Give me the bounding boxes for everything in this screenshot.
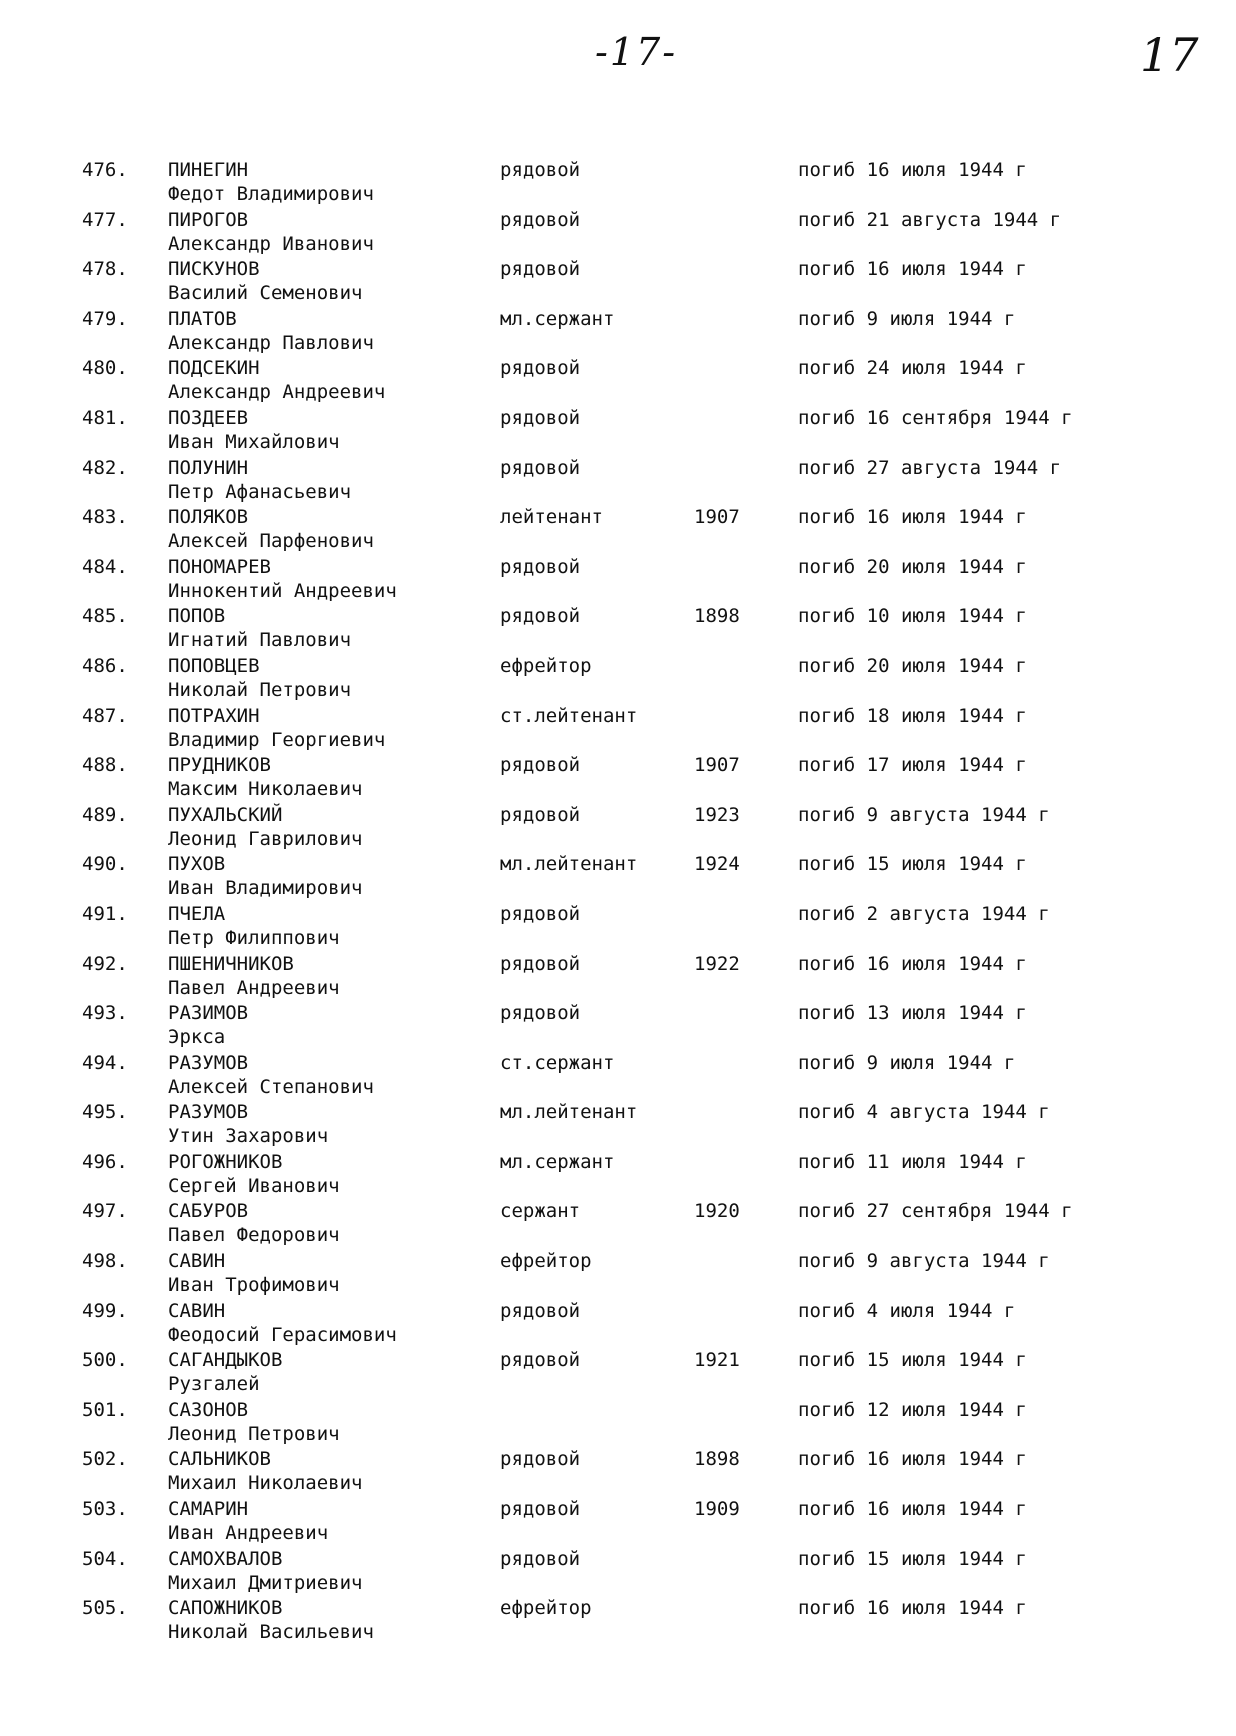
entry-rank: ефрейтор (500, 1250, 592, 1273)
entry-fate: погиб 10 июля 1944 г (798, 605, 1027, 628)
entry-number: 485. (82, 605, 128, 628)
entry-rank: рядовой (500, 902, 581, 925)
entry-surname: РАЗУМОВ (168, 1051, 249, 1074)
entry-fate: погиб 16 июля 1944 г (798, 952, 1027, 975)
entry-birth-year: 1922 (694, 952, 740, 975)
entry-rank: рядовой (500, 159, 581, 181)
entry-number: 500. (82, 1349, 128, 1372)
entry-surname: ПОПОВ (168, 605, 226, 628)
list-item (0, 1150, 1236, 1200)
entry-given-names: Рузгалей (168, 1373, 260, 1396)
entry-number: 488. (82, 754, 128, 777)
list-item (0, 456, 1236, 506)
entry-surname: ПОЗДЕЕВ (168, 406, 249, 429)
entry-rank: рядовой (500, 1349, 581, 1372)
entry-rank: рядовой (500, 357, 581, 380)
entry-number: 496. (82, 1150, 128, 1173)
entry-given-names: Павел Федорович (168, 1224, 340, 1247)
entry-number: 482. (82, 456, 128, 479)
entry-number: 504. (82, 1547, 128, 1570)
entry-rank: ст.лейтенант (500, 704, 638, 727)
entry-number: 499. (82, 1299, 128, 1322)
entry-birth-year: 1907 (694, 506, 740, 529)
entry-number: 493. (82, 1002, 128, 1025)
entry-fate: погиб 27 августа 1944 г (798, 456, 1062, 479)
entry-given-names: Игнатий Павлович (168, 629, 352, 652)
entry-given-names: Александр Андреевич (168, 381, 386, 404)
entry-number: 481. (82, 406, 128, 429)
entry-fate: погиб 9 августа 1944 г (798, 1250, 1050, 1273)
list-item (0, 1001, 1236, 1051)
entry-number: 491. (82, 902, 128, 925)
entry-fate: погиб 20 июля 1944 г (798, 555, 1027, 578)
entry-given-names: Петр Филиппович (168, 926, 340, 949)
entry-rank: рядовой (500, 555, 581, 578)
entry-surname: ПОПОВЦЕВ (168, 654, 260, 677)
entry-fate: погиб 15 июля 1944 г (798, 1547, 1027, 1570)
entry-fate: погиб 9 августа 1944 г (798, 803, 1050, 826)
list-item (0, 1497, 1236, 1547)
entry-surname: ПОНОМАРЕВ (168, 555, 271, 578)
entry-fate: погиб 4 июля 1944 г (798, 1299, 1016, 1322)
entry-surname: ПУХОВ (168, 853, 226, 876)
list-item (0, 158, 1236, 208)
entry-fate: погиб 21 августа 1944 г (798, 208, 1062, 231)
entry-birth-year: 1898 (694, 605, 740, 628)
entry-number: 501. (82, 1398, 128, 1421)
entry-surname: САМАРИН (168, 1498, 249, 1521)
entry-number: 497. (82, 1200, 128, 1223)
entry-given-names: Михаил Дмитриевич (168, 1571, 363, 1594)
list-item (0, 505, 1236, 555)
list-item (0, 208, 1236, 258)
entry-surname: РОГОЖНИКОВ (168, 1150, 283, 1173)
entry-given-names: Михаил Николаевич (168, 1472, 363, 1495)
entry-given-names: Николай Петрович (168, 678, 352, 701)
entry-number: 477. (82, 208, 128, 231)
entry-fate: погиб 17 июля 1944 г (798, 754, 1027, 777)
entry-surname: ПОЛЯКОВ (168, 506, 249, 529)
entry-number: 487. (82, 704, 128, 727)
entry-number: 494. (82, 1051, 128, 1074)
list-item (0, 952, 1236, 1002)
entry-rank: рядовой (500, 803, 581, 826)
entry-given-names: Эркса (168, 1026, 226, 1049)
entry-birth-year: 1907 (694, 754, 740, 777)
list-item (0, 1596, 1236, 1646)
entry-rank: рядовой (500, 754, 581, 777)
entry-surname: САЛЬНИКОВ (168, 1448, 271, 1471)
entry-number: 484. (82, 555, 128, 578)
entry-fate: погиб 11 июля 1944 г (798, 1150, 1027, 1173)
list-item (0, 406, 1236, 456)
list-item (0, 803, 1236, 853)
entry-rank: рядовой (500, 1498, 581, 1521)
entry-rank: ефрейтор (500, 1597, 592, 1620)
entry-given-names: Сергей Иванович (168, 1174, 340, 1197)
entry-surname: ПИРОГОВ (168, 208, 249, 231)
entry-number: 495. (82, 1101, 128, 1124)
entry-given-names: Леонид Гаврилович (168, 827, 363, 850)
entry-fate: погиб 9 июля 1944 г (798, 1051, 1016, 1074)
list-item (0, 356, 1236, 406)
entry-given-names: Леонид Петрович (168, 1422, 340, 1445)
entry-given-names: Федот Владимирович (168, 183, 374, 205)
entry-fate: погиб 27 сентября 1944 г (798, 1200, 1073, 1223)
entry-given-names: Иван Михайлович (168, 430, 340, 453)
entry-fate: погиб 16 июля 1944 г (798, 1597, 1027, 1620)
entry-birth-year: 1921 (694, 1349, 740, 1372)
entry-rank: рядовой (500, 1002, 581, 1025)
list-item (0, 1100, 1236, 1150)
entry-surname: САГАНДЫКОВ (168, 1349, 283, 1372)
entry-fate: погиб 13 июля 1944 г (798, 1002, 1027, 1025)
entry-given-names: Утин Захарович (168, 1125, 329, 1148)
entry-surname: ПЛАТОВ (168, 307, 237, 330)
entry-given-names: Николай Васильевич (168, 1621, 374, 1644)
entry-given-names: Иван Андреевич (168, 1522, 329, 1545)
entry-number: 486. (82, 654, 128, 677)
entry-surname: ПРУДНИКОВ (168, 754, 271, 777)
entry-rank: рядовой (500, 1547, 581, 1570)
list-item (0, 1299, 1236, 1349)
list-item (0, 1199, 1236, 1249)
entry-rank: ст.сержант (500, 1051, 615, 1074)
list-item (0, 753, 1236, 803)
sheet-number: 17 (1140, 28, 1199, 82)
entry-rank: рядовой (500, 952, 581, 975)
entry-given-names: Александр Павлович (168, 331, 374, 354)
entry-surname: САПОЖНИКОВ (168, 1597, 283, 1620)
entry-rank: рядовой (500, 605, 581, 628)
entry-given-names: Иннокентий Андреевич (168, 579, 397, 602)
entry-surname: ПШЕНИЧНИКОВ (168, 952, 294, 975)
entry-fate: погиб 16 июля 1944 г (798, 506, 1027, 529)
entry-given-names: Иван Владимирович (168, 877, 363, 900)
entry-birth-year: 1923 (694, 803, 740, 826)
entry-rank: лейтенант (500, 506, 603, 529)
entry-fate: погиб 16 июля 1944 г (798, 1448, 1027, 1471)
entry-number: 479. (82, 307, 128, 330)
entry-given-names: Павел Андреевич (168, 976, 340, 999)
entry-number: 478. (82, 258, 128, 281)
list-item (0, 654, 1236, 704)
entry-rank: рядовой (500, 258, 581, 281)
entry-rank: рядовой (500, 406, 581, 429)
entry-birth-year: 1920 (694, 1200, 740, 1223)
entry-rank: рядовой (500, 1448, 581, 1471)
roster-list (0, 158, 1236, 1646)
entry-fate: погиб 15 июля 1944 г (798, 1349, 1027, 1372)
entry-given-names: Алексей Степанович (168, 1075, 374, 1098)
entry-rank: рядовой (500, 456, 581, 479)
entry-number: 483. (82, 506, 128, 529)
entry-given-names: Максим Николаевич (168, 778, 363, 801)
list-item (0, 307, 1236, 357)
entry-number: 476. (82, 159, 128, 181)
entry-number: 490. (82, 853, 128, 876)
list-item (0, 1447, 1236, 1497)
entry-fate: погиб 16 июля 1944 г (798, 1498, 1027, 1521)
entry-surname: САВИН (168, 1250, 226, 1273)
list-item (0, 1547, 1236, 1597)
entry-surname: САЗОНОВ (168, 1398, 249, 1421)
entry-fate: погиб 16 сентября 1944 г (798, 406, 1073, 429)
list-item (0, 852, 1236, 902)
entry-surname: ПИСКУНОВ (168, 258, 260, 281)
entry-number: 489. (82, 803, 128, 826)
entry-surname: РАЗИМОВ (168, 1002, 249, 1025)
list-item (0, 604, 1236, 654)
entry-surname: ПУХАЛЬСКИЙ (168, 803, 283, 826)
list-item (0, 1398, 1236, 1448)
entry-rank: ефрейтор (500, 654, 592, 677)
entry-rank: рядовой (500, 208, 581, 231)
entry-fate: погиб 18 июля 1944 г (798, 704, 1027, 727)
entry-birth-year: 1924 (694, 853, 740, 876)
entry-given-names: Алексей Парфенович (168, 530, 374, 553)
entry-fate: погиб 16 июля 1944 г (798, 159, 1027, 181)
entry-surname: ПОДСЕКИН (168, 357, 260, 380)
entry-surname: САМОХВАЛОВ (168, 1547, 283, 1570)
entry-fate: погиб 15 июля 1944 г (798, 853, 1027, 876)
entry-given-names: Иван Трофимович (168, 1274, 340, 1297)
entry-given-names: Феодосий Герасимович (168, 1323, 397, 1346)
entry-fate: погиб 16 июля 1944 г (798, 258, 1027, 281)
entry-rank: мл.лейтенант (500, 853, 638, 876)
entry-fate: погиб 24 июля 1944 г (798, 357, 1027, 380)
entry-surname: РАЗУМОВ (168, 1101, 249, 1124)
entry-given-names: Александр Иванович (168, 232, 374, 255)
entry-fate: погиб 12 июля 1944 г (798, 1398, 1027, 1421)
entry-birth-year: 1909 (694, 1498, 740, 1521)
page-number: -17- (595, 30, 678, 74)
entry-number: 502. (82, 1448, 128, 1471)
entry-number: 480. (82, 357, 128, 380)
entry-birth-year: 1898 (694, 1448, 740, 1471)
entry-rank: сержант (500, 1200, 581, 1223)
entry-rank: рядовой (500, 1299, 581, 1322)
entry-surname: ПОЛУНИН (168, 456, 249, 479)
entry-given-names: Петр Афанасьевич (168, 480, 352, 503)
entry-fate: погиб 4 августа 1944 г (798, 1101, 1050, 1124)
list-item (0, 1051, 1236, 1101)
entry-fate: погиб 9 июля 1944 г (798, 307, 1016, 330)
entry-rank: мл.лейтенант (500, 1101, 638, 1124)
list-item (0, 1249, 1236, 1299)
entry-rank: мл.сержант (500, 307, 615, 330)
entry-given-names: Василий Семенович (168, 282, 363, 305)
list-item (0, 902, 1236, 952)
entry-surname: ПЧЕЛА (168, 902, 226, 925)
entry-surname: ПИНЕГИН (168, 159, 249, 181)
entry-given-names: Владимир Георгиевич (168, 728, 386, 751)
entry-number: 498. (82, 1250, 128, 1273)
entry-number: 505. (82, 1597, 128, 1620)
list-item (0, 555, 1236, 605)
entry-number: 503. (82, 1498, 128, 1521)
list-item (0, 704, 1236, 754)
entry-fate: погиб 20 июля 1944 г (798, 654, 1027, 677)
list-item (0, 1348, 1236, 1398)
entry-fate: погиб 2 августа 1944 г (798, 902, 1050, 925)
entry-surname: ПОТРАХИН (168, 704, 260, 727)
list-item (0, 257, 1236, 307)
entry-number: 492. (82, 952, 128, 975)
entry-rank: мл.сержант (500, 1150, 615, 1173)
entry-surname: САВИН (168, 1299, 226, 1322)
entry-surname: САБУРОВ (168, 1200, 249, 1223)
